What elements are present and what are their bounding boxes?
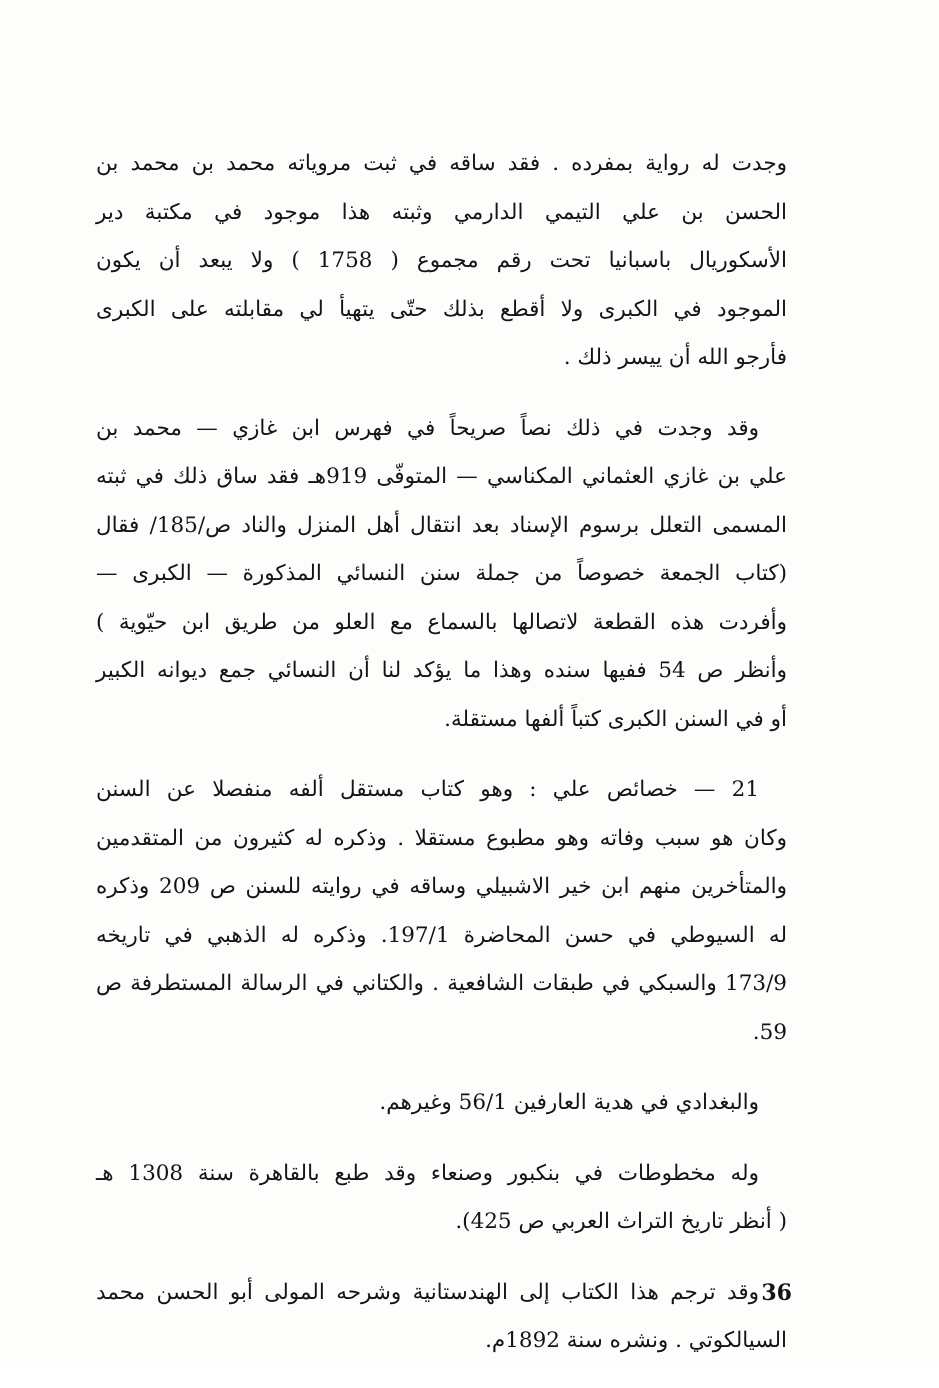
paragraph-3 — [96, 766, 787, 1057]
text-line: وأنظر ص 54 ففيها سنده وهذا ما يؤكد لنا أن النسائي جمع ديوانه الكبير — [96, 658, 787, 683]
text-line: له السيوطي في حسن المحاضرة 197/1. وذكره له الذهبي في تاريخه — [96, 922, 787, 948]
paragraph-5 — [96, 1150, 787, 1247]
text-line: والمتأخرين منهم ابن خير الاشبيلي وساقه في روايته للسنن ص 209 وذكره — [96, 874, 787, 899]
text-line: 173/9 والسبكي في طبقات الشافعية . والكتاني في الرسالة المستطرفة ص — [96, 971, 787, 996]
text-line: وأفردت هذه القطعة لاتصالها بالسماع مع العلو من طريق ابن حيّوية ) — [96, 609, 787, 635]
paragraph-4 — [96, 1079, 787, 1128]
text-line: الحسن بن علي التيمي الدارمي وثبته هذا موجود في مكتبة دير — [96, 199, 787, 225]
text-line: وكان هو سبب وفاته وهو مطبوع مستقلا . وذكره له كثيرون من المتقدمين — [96, 825, 787, 851]
paragraph-6 — [96, 1269, 787, 1366]
text-line: فأرجو الله أن ييسر ذلك . — [563, 345, 787, 370]
text-line: أو في السنن الكبرى كتباً ألفها مستقلة. — [444, 706, 787, 732]
text-line: ( أنظر تاريخ التراث العربي ص 425). — [455, 1209, 787, 1234]
text-line: وجدت له رواية بمفرده . فقد ساقه في ثبت مروياته محمد بن محمد بن — [96, 151, 787, 176]
body-text — [96, 140, 787, 1388]
text-line: علي بن غازي العثماني المكناسي — المتوفّى 919هـ فقد ساق ذلك في ثبته — [96, 464, 787, 489]
text-line: 21 — خصائص علي : وهو كتاب مستقل ألفه منفصلا عن السنن — [96, 777, 759, 802]
text-line: 59. — [752, 1019, 787, 1045]
text-line: وله مخطوطات في بنكبور وصنعاء وقد طبع بالقاهرة سنة 1308 هـ — [96, 1160, 759, 1186]
text-line: وقد وجدت في ذلك نصاً صريحاً في فهرس ابن غازي — محمد بن — [96, 415, 759, 441]
text-line: المسمى التعلل برسوم الإسناد بعد انتقال أهل المنزل والناد ص/185/ فقال — [96, 512, 787, 538]
paragraph-2 — [96, 405, 787, 745]
text-line: السيالكوتي . ونشره سنة 1892م. — [485, 1328, 787, 1353]
text-line: الموجود في الكبرى ولا أقطع بذلك حتّى يتهيأ لي مقابلته على الكبرى — [96, 296, 787, 322]
text-line: الأسكوريال باسبانيا تحت رقم مجموع ( 1758 ) ولا يبعد أن يكون — [96, 248, 787, 273]
text-line: (كتاب الجمعة خصوصاً من جملة سنن النسائي المذكورة — الكبرى — — [96, 561, 787, 586]
text-line: والبغدادي في هدية العارفين 56/1 وغيرهم. — [379, 1090, 759, 1115]
paragraph-1 — [96, 140, 787, 383]
page-number: 36 — [761, 1280, 792, 1306]
text-line: وقد ترجم هذا الكتاب إلى الهندستانية وشرحه المولى أبو الحسن محمد — [96, 1279, 759, 1305]
